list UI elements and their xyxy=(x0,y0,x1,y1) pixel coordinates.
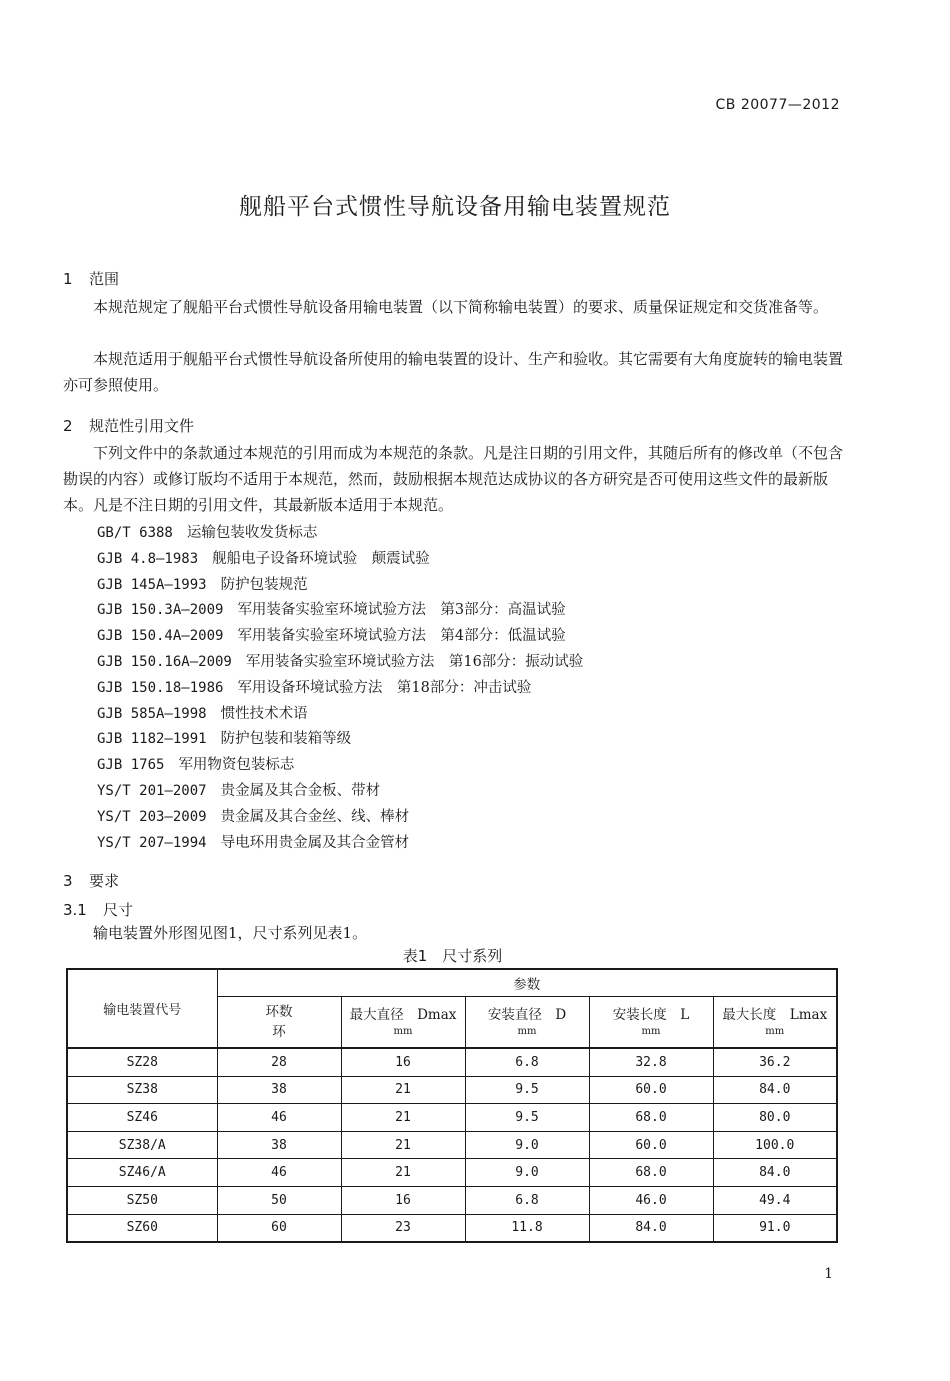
table-row xyxy=(67,1214,837,1242)
table-row xyxy=(67,1186,837,1214)
parameter-cell: 38 xyxy=(217,1076,341,1104)
reference-name: 军用装备实验室环境试验方法 第16部分：振动试验 xyxy=(245,653,584,670)
reference-item xyxy=(97,702,583,728)
section-2-paragraph-1: 下列文件中的条款通过本规范的引用而成为本规范的条款。凡是注日期的引用文件，其随后所有的修改单（不包含勘误的内容）或修订版均不适用于本规范，然而，鼓励根据本规范达成协议的各方研究是否可使用这些文件的最新版本。凡是不注日期的引用文件，其最新版本适用于本规范。 xyxy=(63,444,844,514)
parameter-cell: 68.0 xyxy=(589,1104,713,1132)
column-label: 最大长度 Lmax xyxy=(722,1007,828,1023)
reference-name: 运输包装收发货标志 xyxy=(186,525,318,541)
parameter-cell: 91.0 xyxy=(713,1214,837,1242)
table-row xyxy=(67,1131,837,1159)
reference-code: GJB 4.8—1983 xyxy=(97,550,199,567)
parameter-cell: 50 xyxy=(217,1186,341,1214)
device-code-cell: SZ60 xyxy=(67,1214,217,1242)
parameter-column-header xyxy=(713,997,837,1049)
parameter-column-header xyxy=(341,997,465,1049)
parameter-cell: 28 xyxy=(217,1048,341,1076)
reference-item xyxy=(97,521,583,547)
device-code-cell: SZ46 xyxy=(67,1104,217,1132)
reference-name: 军用装备实验室环境试验方法 第4部分：低温试验 xyxy=(237,628,566,645)
reference-name: 贵金属及其合金板、带材 xyxy=(220,782,381,799)
parameter-cell: 46 xyxy=(217,1159,341,1187)
reference-name: 导电环用贵金属及其合金管材 xyxy=(220,834,410,851)
parameter-column-header xyxy=(589,997,713,1049)
parameter-cell: 6.8 xyxy=(465,1048,589,1076)
reference-code: GJB 1182—1991 xyxy=(97,731,207,748)
device-code-cell: SZ38 xyxy=(67,1076,217,1104)
standard-code: CB 20077—2012 xyxy=(715,97,840,113)
section-title: 范围 xyxy=(89,270,120,288)
reference-name: 军用装备实验室环境试验方法 第3部分：高温试验 xyxy=(237,602,566,619)
section-3-1-paragraph: 输电装置外形图见图1，尺寸系列见表1。 xyxy=(93,924,368,942)
parameter-cell: 21 xyxy=(341,1131,465,1159)
normative-references-list xyxy=(97,521,583,856)
reference-code: GJB 585A—1998 xyxy=(97,705,207,722)
section-title: 尺寸 xyxy=(103,901,134,919)
section-number: 3.1 xyxy=(63,901,87,919)
reference-name: 舰船电子设备环境试验 颠震试验 xyxy=(212,550,430,567)
parameter-cell: 9.5 xyxy=(465,1104,589,1132)
table-row xyxy=(67,1076,837,1104)
reference-code: YS/T 207—1994 xyxy=(97,834,207,851)
section-1-paragraph-1: 本规范规定了舰船平台式惯性导航设备用输电装置（以下简称输电装置）的要求、质量保证规定和交货准备等。 xyxy=(93,298,829,316)
parameter-cell: 100.0 xyxy=(713,1131,837,1159)
reference-item xyxy=(97,753,583,779)
column-unit: mm xyxy=(393,1026,413,1037)
reference-item xyxy=(97,831,583,857)
parameter-cell: 21 xyxy=(341,1159,465,1187)
section-title: 要求 xyxy=(89,872,120,890)
parameter-column-header xyxy=(465,997,589,1049)
parameter-cell: 6.8 xyxy=(465,1186,589,1214)
column-unit: mm xyxy=(517,1026,537,1037)
parameter-cell: 21 xyxy=(341,1104,465,1132)
reference-item xyxy=(97,805,583,831)
reference-item xyxy=(97,624,583,650)
section-number: 1 xyxy=(63,270,73,288)
reference-code: GJB 150.16A—2009 xyxy=(97,653,232,670)
reference-code: GJB 145A—1993 xyxy=(97,576,207,593)
parameter-cell: 60.0 xyxy=(589,1076,713,1104)
reference-name: 贵金属及其合金丝、线、棒材 xyxy=(220,808,410,825)
section-3-1-heading xyxy=(63,899,133,920)
parameter-cell: 80.0 xyxy=(713,1104,837,1132)
column-unit: mm xyxy=(641,1026,661,1037)
code-column-header: 输电装置代号 xyxy=(67,969,217,1048)
reference-name: 军用物资包装标志 xyxy=(178,757,295,774)
device-code-cell: SZ28 xyxy=(67,1048,217,1076)
reference-item xyxy=(97,779,583,805)
parameter-cell: 23 xyxy=(341,1214,465,1242)
reference-item xyxy=(97,573,583,599)
table-row xyxy=(67,1104,837,1132)
reference-code: GJB 1765 xyxy=(97,757,165,774)
parameter-cell: 84.0 xyxy=(713,1159,837,1187)
reference-item xyxy=(97,676,583,702)
reference-name: 军用设备环境试验方法 第18部分：冲击试验 xyxy=(237,679,532,696)
reference-code: YS/T 203—2009 xyxy=(97,808,207,825)
page-number: 1 xyxy=(824,1266,833,1282)
table-title: 表1 尺寸系列 xyxy=(402,947,503,965)
parameter-cell: 9.0 xyxy=(465,1159,589,1187)
parameter-cell: 21 xyxy=(341,1076,465,1104)
reference-item xyxy=(97,598,583,624)
parameter-cell: 46 xyxy=(217,1104,341,1132)
column-label: 安装直径 D xyxy=(487,1007,567,1023)
document-title: 舰船平台式惯性导航设备用输电装置规范 xyxy=(239,194,671,220)
parameter-cell: 16 xyxy=(341,1048,465,1076)
section-number: 3 xyxy=(63,872,73,890)
section-3-heading xyxy=(63,870,119,891)
reference-code: GB/T 6388 xyxy=(97,525,173,541)
parameter-cell: 11.8 xyxy=(465,1214,589,1242)
parameter-cell: 9.5 xyxy=(465,1076,589,1104)
table-row xyxy=(67,1048,837,1076)
column-label: 安装长度 L xyxy=(612,1007,690,1023)
parameter-cell: 60.0 xyxy=(589,1131,713,1159)
parameters-header: 参数 xyxy=(217,969,837,997)
section-1-heading xyxy=(63,268,119,289)
table-row xyxy=(67,1159,837,1187)
device-code-cell: SZ46/A xyxy=(67,1159,217,1187)
reference-item xyxy=(97,547,583,573)
column-label: 环数 xyxy=(265,1004,293,1020)
parameter-cell: 46.0 xyxy=(589,1186,713,1214)
parameter-column-header xyxy=(217,997,341,1049)
parameter-cell: 84.0 xyxy=(713,1076,837,1104)
device-code-cell: SZ38/A xyxy=(67,1131,217,1159)
section-title: 规范性引用文件 xyxy=(89,417,195,435)
device-code-cell: SZ50 xyxy=(67,1186,217,1214)
reference-name: 惯性技术术语 xyxy=(220,705,308,722)
column-label: 最大直径 Dmax xyxy=(349,1007,457,1023)
parameter-cell: 32.8 xyxy=(589,1048,713,1076)
parameter-cell: 60 xyxy=(217,1214,341,1242)
reference-code: GJB 150.3A—2009 xyxy=(97,602,224,619)
reference-code: GJB 150.18—1986 xyxy=(97,679,224,696)
parameter-cell: 38 xyxy=(217,1131,341,1159)
column-unit: mm xyxy=(765,1026,785,1037)
parameter-cell: 9.0 xyxy=(465,1131,589,1159)
column-unit: 环 xyxy=(272,1024,286,1040)
reference-name: 防护包装规范 xyxy=(220,576,308,593)
section-2-heading xyxy=(63,415,194,436)
parameter-cell: 36.2 xyxy=(713,1048,837,1076)
parameter-cell: 84.0 xyxy=(589,1214,713,1242)
reference-name: 防护包装和装箱等级 xyxy=(220,731,352,748)
reference-code: GJB 150.4A—2009 xyxy=(97,628,224,645)
reference-code: YS/T 201—2007 xyxy=(97,782,207,799)
parameter-cell: 68.0 xyxy=(589,1159,713,1187)
dimension-series-table xyxy=(66,968,838,1243)
reference-item xyxy=(97,650,583,676)
parameter-cell: 49.4 xyxy=(713,1186,837,1214)
section-number: 2 xyxy=(63,417,73,435)
parameter-cell: 16 xyxy=(341,1186,465,1214)
section-1-paragraph-2: 本规范适用于舰船平台式惯性导航设备所使用的输电装置的设计、生产和验收。其它需要有大角度旋转的输电装置亦可参照使用。 xyxy=(63,350,844,394)
reference-item xyxy=(97,727,583,753)
